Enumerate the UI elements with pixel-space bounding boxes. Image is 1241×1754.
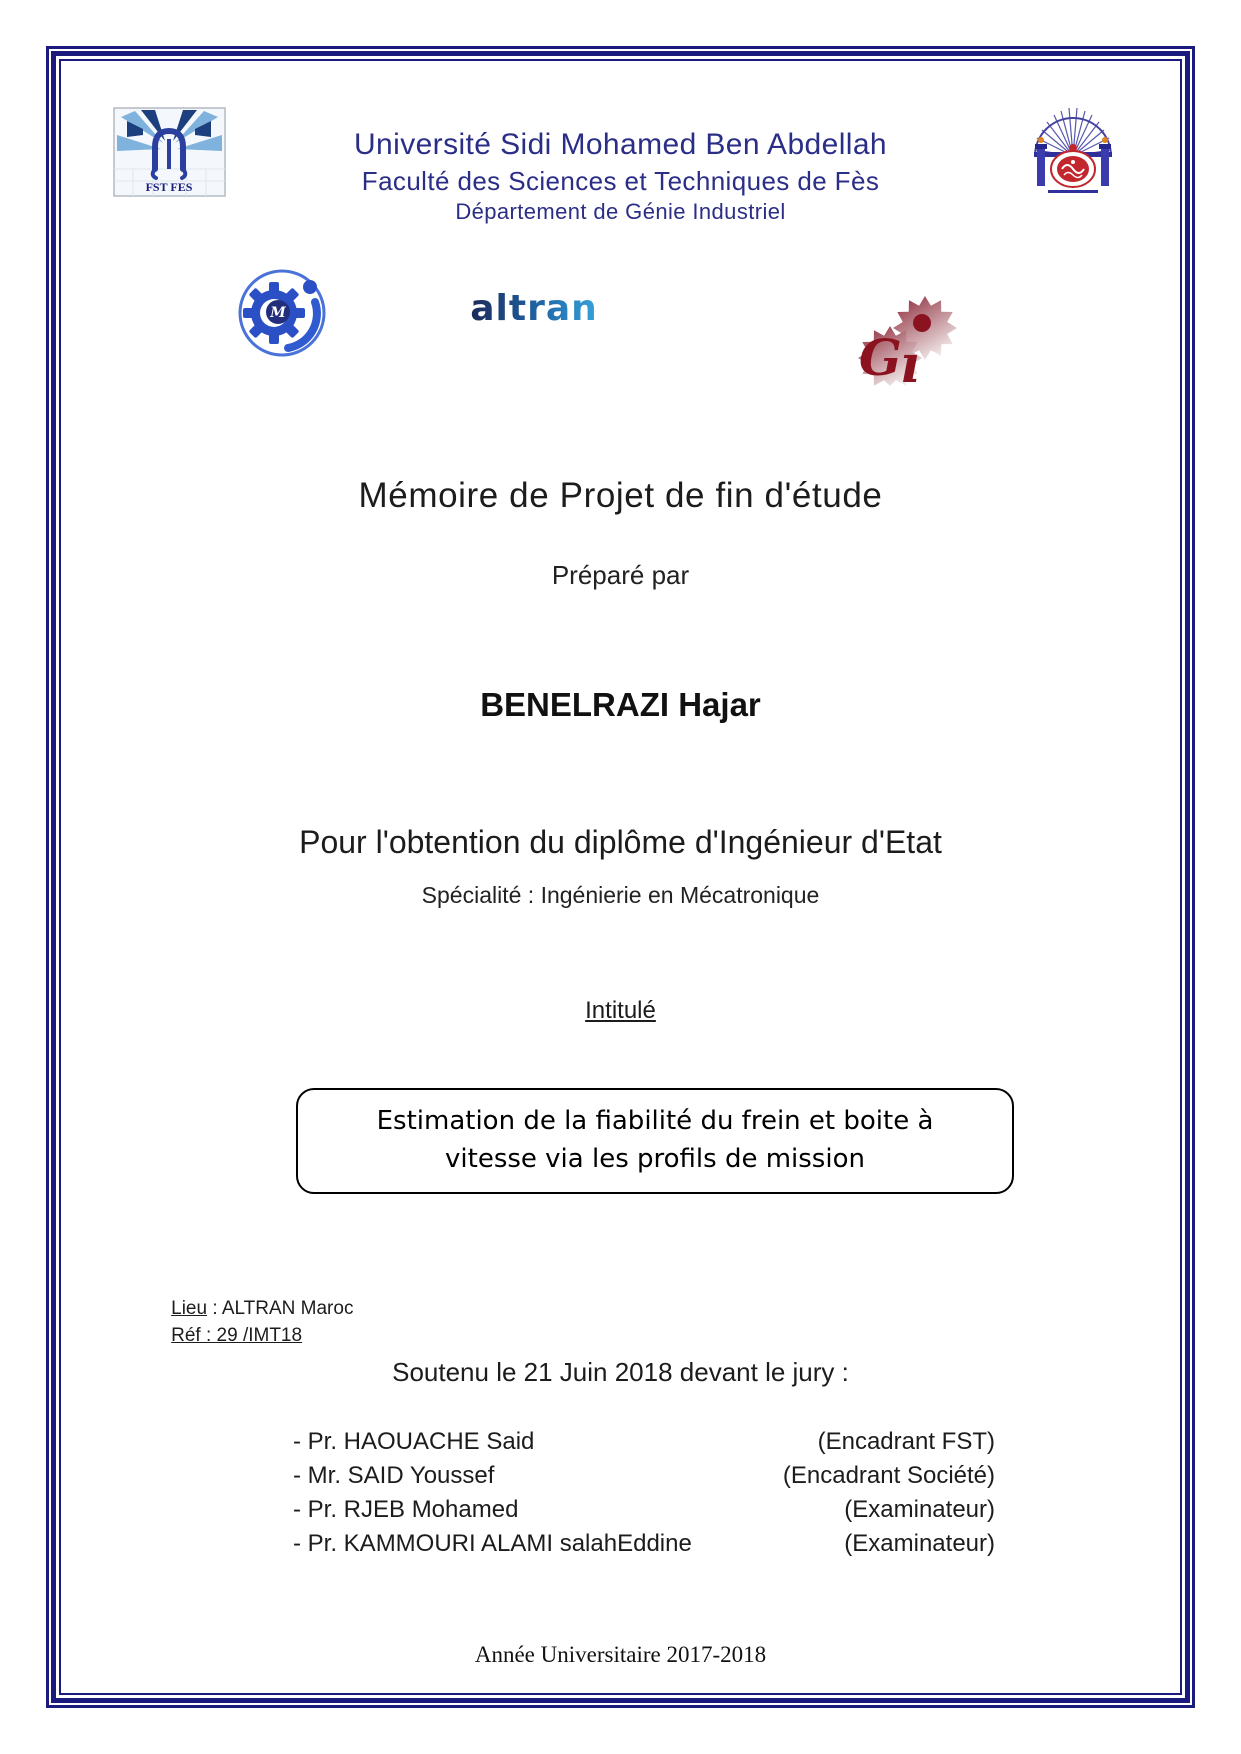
header-university: Université Sidi Mohamed Ben Abdellah [353, 128, 888, 161]
gi-logo-letter-i: ı [900, 334, 920, 395]
thesis-title-line2: vitesse via les profils de mission [445, 1144, 865, 1174]
jury-member-role: (Examinateur) [844, 1530, 995, 1557]
document-type-title: Mémoire de Projet de fin d'étude [358, 476, 883, 515]
jury-member-name: - Pr. HAOUACHE Said [293, 1428, 535, 1455]
jury-row [293, 1530, 995, 1564]
mechatronics-logo-icon [230, 260, 334, 364]
jury-member-role: (Encadrant Société) [782, 1462, 995, 1489]
reference-value: Réf : 29 /IMT18 [171, 1325, 303, 1346]
defense-line: Soutenu le 21 Juin 2018 devant le jury : [392, 1357, 849, 1387]
author-name: BENELRAZI Hajar [480, 686, 761, 723]
gi-logo-icon [845, 292, 975, 397]
jury-member-role: (Encadrant FST) [817, 1428, 995, 1455]
jury-list [293, 1428, 995, 1564]
header-department: Département de Génie Industriel [455, 199, 786, 224]
fst-fes-logo-caption: FST FES [145, 180, 193, 194]
specialty-line: Spécialité : Ingénierie en Mécatronique [421, 882, 820, 908]
jury-row [293, 1462, 995, 1496]
location-label: Lieu [171, 1298, 208, 1319]
prepared-by-label: Préparé par [551, 560, 690, 590]
thesis-title-box [296, 1088, 1014, 1194]
altran-logo [452, 280, 617, 335]
title-section-label [0, 997, 1241, 1025]
jury-row [293, 1496, 995, 1530]
altran-logo-text: altran [470, 288, 598, 329]
header-faculty: Faculté des Sciences et Techniques de Fès [361, 166, 880, 196]
jury-member-name: - Pr. KAMMOURI ALAMI salahEddine [293, 1530, 692, 1557]
thesis-title-line1: Estimation de la fiabilité du frein et boite à [376, 1106, 934, 1137]
gi-logo-letter-g: G [859, 328, 902, 387]
title-section-label-text: Intitulé [585, 997, 656, 1024]
jury-row [293, 1428, 995, 1462]
academic-year: Année Universitaire 2017-2018 [474, 1642, 767, 1667]
degree-line: Pour l'obtention du diplôme d'Ingénieur d'Etat [299, 824, 942, 860]
jury-member-name: - Pr. RJEB Mohamed [293, 1496, 519, 1523]
jury-member-role: (Examinateur) [844, 1496, 995, 1523]
gi-logo-i-dot [913, 314, 931, 332]
location-value: : ALTRAN Maroc [207, 1298, 354, 1319]
jury-member-name: - Mr. SAID Youssef [293, 1462, 495, 1489]
mechatronics-logo-letter: M [270, 305, 286, 321]
